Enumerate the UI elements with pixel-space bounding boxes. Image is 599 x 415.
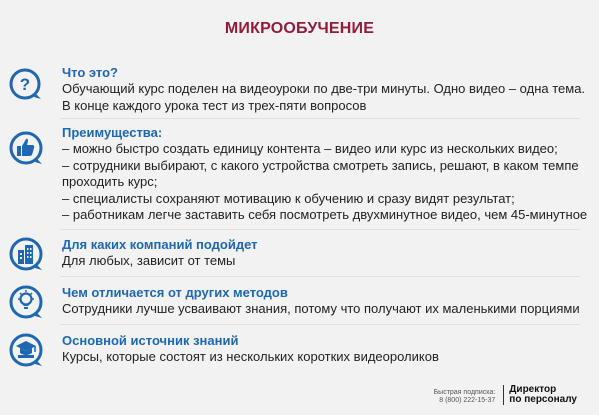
lightbulb-icon [8,284,44,320]
section-line: проходить курс; [62,174,158,189]
buildings-icon [8,236,44,272]
section-line: – сотрудники выбирают, с какого устройства смотреть запись, решают, в каком темпе [62,157,579,173]
section-text [62,236,582,270]
brand-line-1: Директор [509,384,557,395]
svg-text:?: ? [19,75,31,94]
section-line: Курсы, которые состоят из нескольких коротких видеороликов [62,349,439,364]
section-line: – работникам легче заставить себя посмотреть двухминутное видео, чем 45-минутное [62,207,588,222]
footer [434,385,577,405]
brand-logo [503,385,577,405]
divider [60,276,580,277]
section-line: Сотрудники лучше усваивают знания, потому что получают их маленькими порциями [62,301,580,316]
graduation-cap-icon [8,332,44,368]
subscription-label: Быстрая подписка: [433,389,496,396]
section-text [62,332,582,366]
section-line: – можно быстро создать единицу контента – видео или курс из нескольких видео; [62,141,558,156]
section-heading: Основной источник знаний [62,333,239,348]
subscription-info [434,389,496,405]
section-heading: Чем отличается от других методов [62,285,288,300]
section-text [62,64,586,114]
section-line: Обучающий курс поделен на видеоуроки по две-три минуты. Одно видео – одна тема. [62,81,586,96]
section-text [62,284,582,318]
section-line: В конце каждого урока тест из трех-пяти вопросов [62,97,367,113]
section-line: – специалисты сохраняют мотивацию к обучению и сразу видят результат; [62,190,515,206]
thumbs-up-icon [8,130,44,166]
section-text [62,124,588,224]
question-icon [8,66,44,102]
section-line: Для любых, зависит от темы [62,253,236,268]
section-heading: Для каких компаний подойдет [62,237,258,252]
section-heading: Что это? [62,65,118,80]
divider [60,229,580,230]
phone-number: 8 (800) 222-15-37 [439,397,496,404]
divider [60,118,580,119]
divider [60,324,580,325]
section-heading: Преимущества: [62,125,163,140]
brand-line-2: по персоналу [509,394,577,405]
page-title: МИКРООБУЧЕНИЕ [224,20,375,37]
